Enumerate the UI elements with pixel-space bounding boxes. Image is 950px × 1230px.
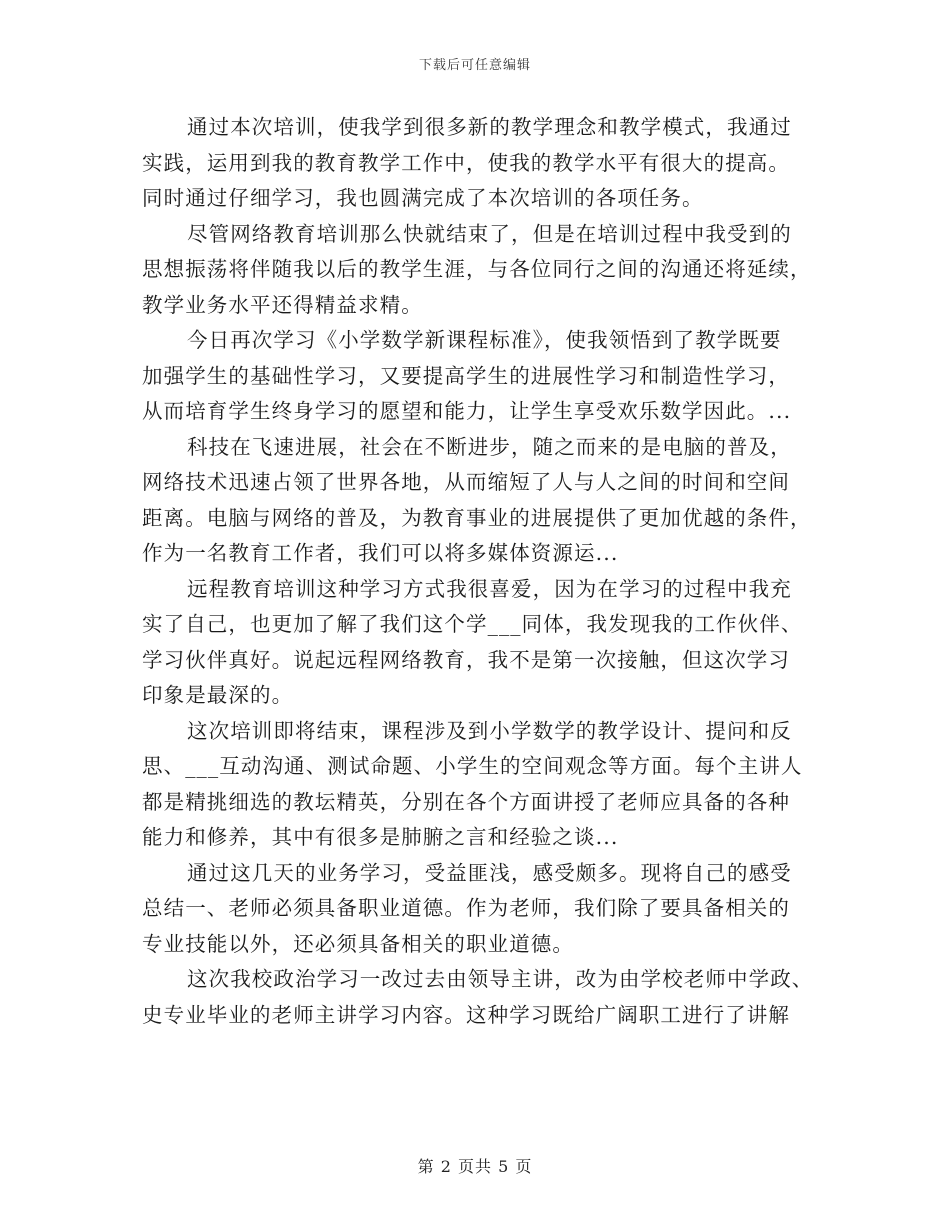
text-line: 实践，运用到我的教育教学工作中，使我的教学水平有很大的提高。 — [142, 150, 790, 175]
text-line: 从而培育学生终身学习的愿望和能力，让学生享受欢乐数学因此。... — [142, 399, 792, 423]
paragraph — [142, 217, 818, 324]
text-line: 教学业务水平还得精益求精。 — [142, 292, 423, 317]
document-body — [142, 110, 818, 1033]
paragraph — [142, 430, 818, 572]
text-line: 思、___互动沟通、测试命题、小学生的空间观念等方面。每个主讲人 — [142, 754, 803, 778]
text-line: 同时通过仔细学习，我也圆满完成了本次培训的各项任务。 — [142, 186, 704, 210]
text-line: 今日再次学习《小学数学新课程标准》，使我领悟到了教学既要 — [187, 328, 782, 352]
text-line: 网络技术迅速占领了世界各地，从而缩短了人与人之间的时间和空间 — [142, 470, 790, 494]
page-header: 下载后可任意编辑 — [418, 58, 531, 73]
text-line: 实了自己，也更加了解了我们这个学___同体，我发现我的工作伙伴、 — [142, 612, 803, 636]
paragraph — [142, 110, 818, 217]
text-line: 思想振荡将伴随我以后的教学生涯，与各位同行之间的沟通还将延续， — [142, 257, 812, 281]
text-line: 这次培训即将结束，课程涉及到小学数学的教学设计、提问和反 — [187, 718, 792, 743]
text-line: 通过这几天的业务学习，受益匪浅，感受颇多。现将自己的感受 — [187, 860, 792, 885]
text-line: 尽管网络教育培训那么快就结束了，但是在培训过程中我受到的 — [187, 221, 792, 246]
text-line: 这次我校政治学习一改过去由领导主讲，改为由学校老师中学政、 — [187, 967, 814, 991]
text-line: 加强学生的基础性学习，又要提高学生的进展性学习和制造性学习， — [142, 363, 790, 388]
text-line: 史专业毕业的老师主讲学习内容。这种学习既给广阔职工进行了讲解 — [142, 1002, 790, 1027]
paragraph — [142, 572, 818, 714]
text-line: 专业技能以外，还必须具备相关的职业道德。 — [142, 931, 574, 956]
paragraph — [142, 323, 818, 430]
paragraph — [142, 714, 818, 856]
text-line: 通过本次培训，使我学到很多新的教学理念和教学模式，我通过 — [187, 115, 792, 139]
text-line: 科技在飞速进展，社会在不断进步，随之而来的是电脑的普及， — [187, 434, 792, 459]
text-line: 学习伙伴真好。说起远程网络教育，我不是第一次接触，但这次学习 — [142, 647, 790, 672]
paragraph — [142, 856, 818, 963]
text-line: 远程教育培训这种学习方式我很喜爱，因为在学习的过程中我充 — [187, 576, 792, 601]
page-number-footer: 第 2 页共 5 页 — [417, 1157, 533, 1176]
text-line: 作为一名教育工作者，我们可以将多媒体资源运... — [142, 541, 619, 565]
text-line: 总结一、老师必须具备职业道德。作为老师，我们除了要具备相关的 — [142, 896, 790, 920]
text-line: 都是精挑细选的教坛精英，分别在各个方面讲授了老师应具备的各种 — [142, 789, 790, 814]
paragraph — [142, 962, 818, 1033]
text-line: 能力和修养，其中有很多是肺腑之言和经验之谈... — [142, 825, 619, 849]
text-line: 距离。电脑与网络的普及，为教育事业的进展提供了更加优越的条件， — [142, 505, 812, 530]
text-line: 印象是最深的。 — [142, 683, 294, 707]
